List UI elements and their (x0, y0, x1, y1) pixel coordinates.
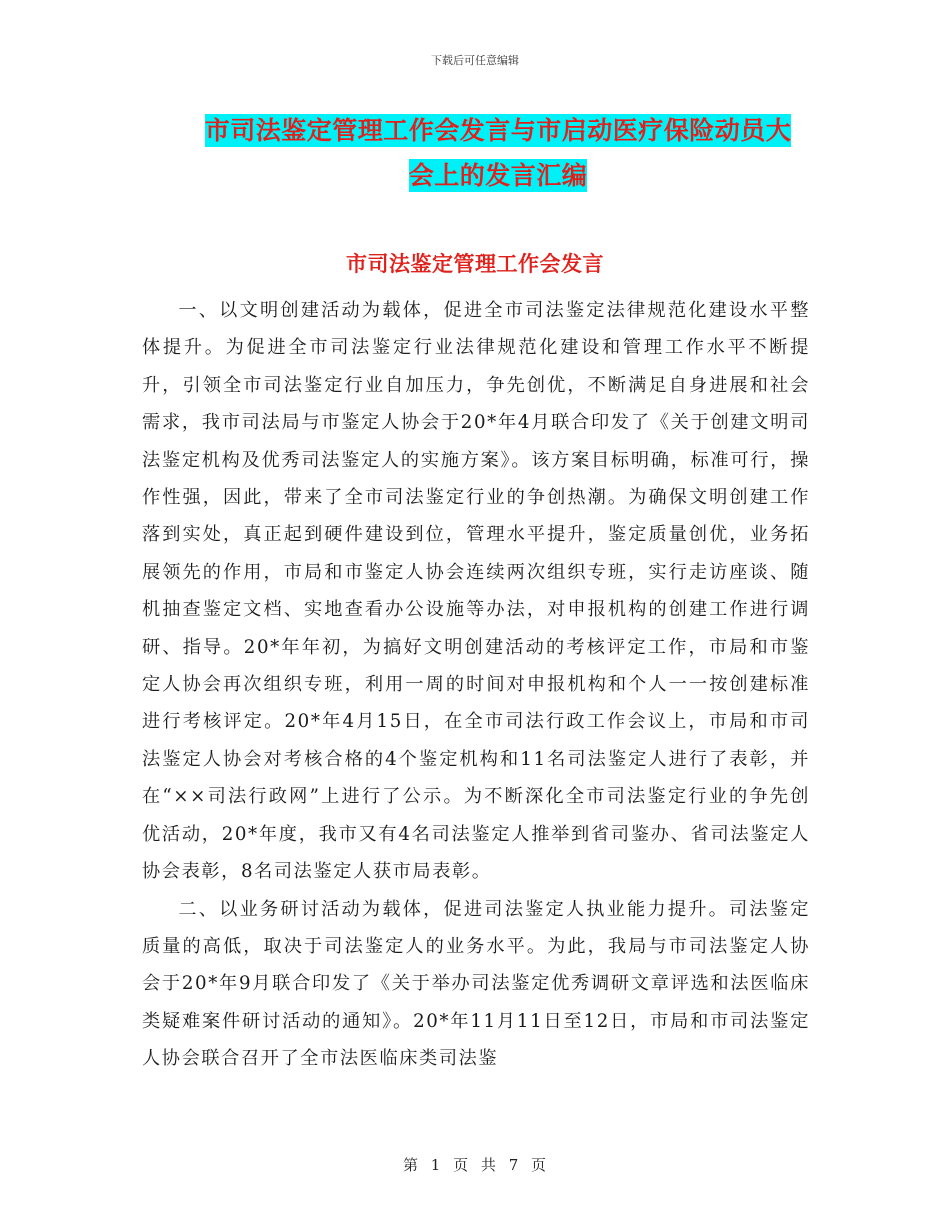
document-title-line-1: 市司法鉴定管理工作会发言与市启动医疗保险动员大 (204, 116, 792, 145)
page-total: 7 (508, 1156, 520, 1174)
footer-prefix: 第 (402, 1156, 419, 1174)
footer-mid: 页 (453, 1156, 470, 1174)
footer-of: 共 (480, 1156, 497, 1174)
paragraph: 二、以业务研讨活动为载体，促进司法鉴定人执业能力提升。司法鉴定质量的高低，取决于司法鉴定人的业务水平。为此，我局与市司法鉴定人协会于20*年9月联合印发了《关于举办司法鉴定优秀调研文章评选和法医临床类疑难案件研讨活动的通知》。20*年11月11日至12日，市局和市司法鉴定人协会联合召开了全市法医临床类司法鉴 (142, 898, 810, 1070)
header-note: 下载后可任意编辑 (431, 54, 519, 67)
document-title-line-2: 会上的发言汇编 (408, 161, 588, 190)
footer-suffix: 页 (531, 1156, 548, 1174)
document-body (142, 292, 810, 1078)
document-title (188, 108, 808, 198)
paragraph: 一、以文明创建活动为载体，促进全市司法鉴定法律规范化建设水平整体提升。为促进全市司法鉴定行业法律规范化建设和管理工作水平不断提升，引领全市司法鉴定行业自加压力，争先创优，不断满足自身进展和社会需求，我市司法局与市鉴定人协会于20*年4月联合印发了《关于创建文明司法鉴定机构及优秀司法鉴定人的实施方案》。该方案目标明确，标准可行，操作性强，因此，带来了全市司法鉴定行业的争创热潮。为确保文明创建工作落到实处，真正起到硬件建设到位，管理水平提升，鉴定质量创优，业务拓展领先的作用，市局和市鉴定人协会连续两次组织专班，实行走访座谈、随机抽查鉴定文档、实地查看办公设施等办法，对申报机构的创建工作进行调研、指导。20*年年初，为搞好文明创建活动的考核评定工作，市局和市鉴定人协会再次组织专班，利用一周的时间对申报机构和个人一一按创建标准进行考核评定。20*年4月15日，在全市司法行政工作会议上，市局和市司法鉴定人协会对考核合格的4个鉴定机构和11名司法鉴定人进行了表彰，并在“××司法行政网”上进行了公示。为不断深化全市司法鉴定行业的争先创优活动，20*年度，我市又有4名司法鉴定人推举到省司鉴办、省司法鉴定人协会表彰，8名司法鉴定人获市局表彰。 (142, 300, 810, 883)
page-footer (0, 1154, 950, 1175)
page-number: 1 (430, 1156, 442, 1174)
section-title: 市司法鉴定管理工作会发言 (346, 252, 604, 276)
